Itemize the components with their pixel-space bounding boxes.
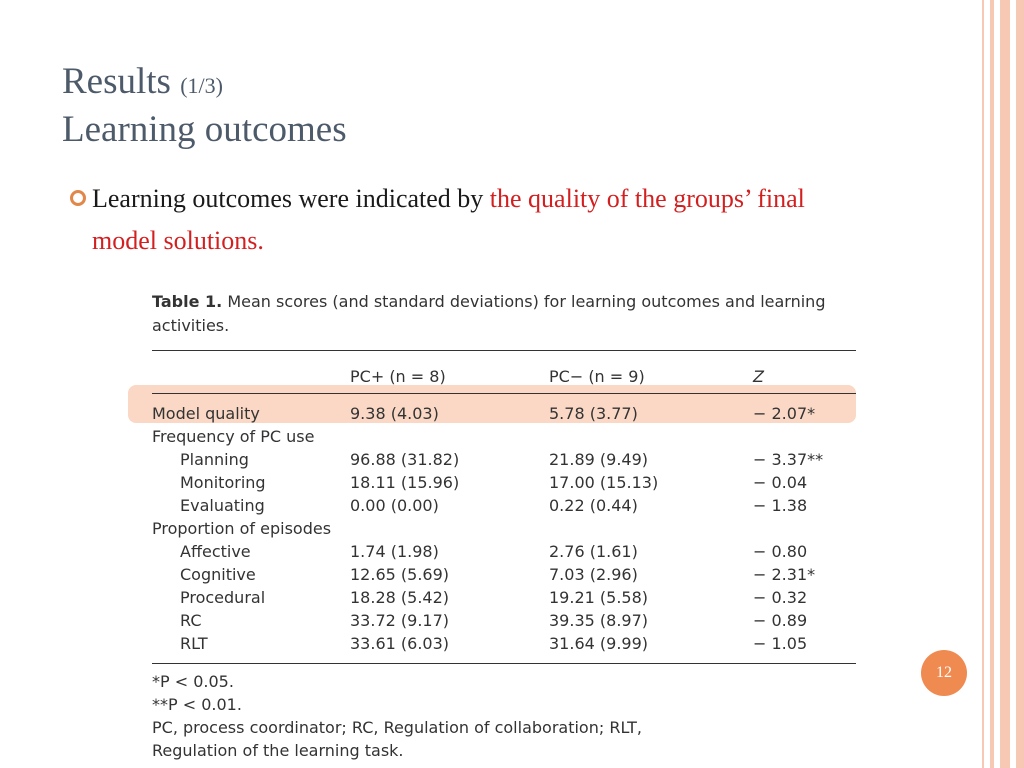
row-pc-minus: 5.78 (3.77) <box>549 404 638 423</box>
table-row <box>152 586 856 609</box>
row-label: RC <box>180 611 202 630</box>
table-notes <box>152 670 856 762</box>
row-label: Model quality <box>152 404 260 423</box>
row-label: Proportion of episodes <box>152 519 332 538</box>
slide-title <box>62 60 347 152</box>
title-main: Results <box>62 61 171 102</box>
bullet-text-highlight: the quality of the groups’ final model solutions. <box>92 184 805 255</box>
table-row <box>152 632 856 655</box>
table-header <box>152 351 856 393</box>
table-row <box>152 563 856 586</box>
row-pc-plus: 18.11 (15.96) <box>350 473 460 492</box>
row-z: − 0.32 <box>753 588 808 607</box>
stripe <box>1016 0 1024 768</box>
header-z: Z <box>753 367 764 386</box>
row-z: − 2.31* <box>753 565 816 584</box>
decorative-stripes <box>979 0 1024 768</box>
row-label: Affective <box>180 542 251 561</box>
row-pc-plus: 9.38 (4.03) <box>350 404 439 423</box>
table-row <box>152 494 856 517</box>
row-pc-plus: 0.00 (0.00) <box>350 496 439 515</box>
row-pc-plus: 18.28 (5.42) <box>350 588 449 607</box>
row-pc-minus: 39.35 (8.97) <box>549 611 648 630</box>
row-label: Cognitive <box>180 565 256 584</box>
row-pc-plus: 96.88 (31.82) <box>350 450 460 469</box>
table-row <box>152 609 856 632</box>
row-label: Frequency of PC use <box>152 427 315 446</box>
table-row <box>152 448 856 471</box>
row-z: − 0.04 <box>753 473 808 492</box>
row-label: Evaluating <box>180 496 265 515</box>
table-row <box>152 425 856 448</box>
row-pc-plus: 12.65 (5.69) <box>350 565 449 584</box>
row-pc-minus: 2.76 (1.61) <box>549 542 638 561</box>
row-z: − 3.37** <box>753 450 824 469</box>
title-part: (1/3) <box>180 73 223 98</box>
table-row <box>152 517 856 540</box>
caption-text: Mean scores (and standard deviations) for learning outcomes and learning activities. <box>152 292 826 335</box>
row-z: − 1.05 <box>753 634 808 653</box>
header-pc-plus: PC+ (n = 8) <box>350 367 446 386</box>
row-z: − 2.07* <box>753 404 816 423</box>
caption-label: Table 1. <box>152 292 223 311</box>
row-label: Planning <box>180 450 249 469</box>
note-line: Regulation of the learning task. <box>152 741 404 760</box>
row-z: − 0.89 <box>753 611 808 630</box>
bullet-text <box>92 178 870 262</box>
header-pc-minus: PC− (n = 9) <box>549 367 645 386</box>
stripe <box>990 0 994 768</box>
bullet-circle-icon <box>70 190 86 206</box>
stripe <box>1000 0 1010 768</box>
row-label: Monitoring <box>180 473 266 492</box>
row-label: RLT <box>180 634 208 653</box>
row-pc-minus: 31.64 (9.99) <box>549 634 648 653</box>
row-z: − 0.80 <box>753 542 808 561</box>
row-pc-plus: 1.74 (1.98) <box>350 542 439 561</box>
bullet-text-plain: Learning outcomes were indicated by <box>92 184 490 213</box>
table-caption <box>152 290 856 338</box>
table-rule-header <box>152 393 856 394</box>
row-pc-minus: 0.22 (0.44) <box>549 496 638 515</box>
row-pc-minus: 7.03 (2.96) <box>549 565 638 584</box>
table-row <box>152 540 856 563</box>
table-row <box>152 471 856 494</box>
table-rule-bottom <box>152 663 856 664</box>
row-label: Procedural <box>180 588 266 607</box>
row-pc-minus: 19.21 (5.58) <box>549 588 648 607</box>
row-pc-minus: 21.89 (9.49) <box>549 450 648 469</box>
note-line: *P < 0.05. <box>152 672 234 691</box>
table-row <box>152 402 856 425</box>
bullet-point <box>70 178 870 262</box>
row-pc-plus: 33.61 (6.03) <box>350 634 449 653</box>
row-pc-plus: 33.72 (9.17) <box>350 611 449 630</box>
note-line: **P < 0.01. <box>152 695 242 714</box>
row-pc-minus: 17.00 (15.13) <box>549 473 659 492</box>
results-table <box>152 290 856 762</box>
stripe <box>982 0 984 768</box>
note-line: PC, process coordinator; RC, Regulation of collaboration; RLT, <box>152 718 643 737</box>
page-number-badge: 12 <box>921 650 967 696</box>
slide-subtitle: Learning outcomes <box>62 109 347 150</box>
row-z: − 1.38 <box>753 496 808 515</box>
